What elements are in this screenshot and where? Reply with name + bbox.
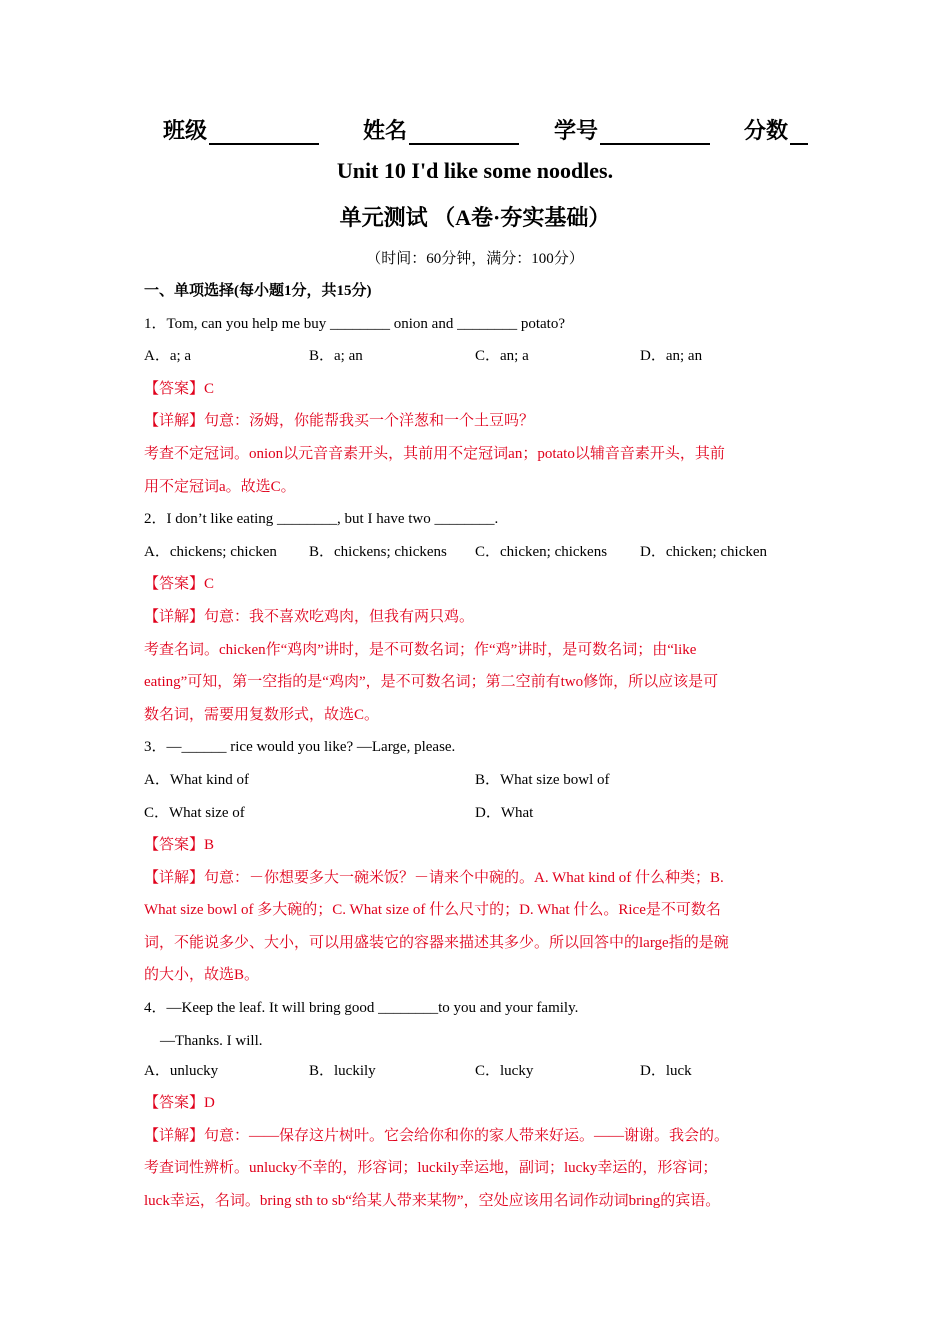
detail-line: 考查词性辨析。unlucky不幸的，形容词；luckily幸运地，副词；lucky幸运的，形容词； bbox=[144, 1160, 718, 1177]
answer-line: 【答案】C bbox=[144, 380, 215, 397]
id-blank bbox=[600, 119, 710, 145]
detail-line: 【详解】句意：——保存这片树叶。它会给你和你的家人带来好运。——谢谢。我会的。 bbox=[144, 1127, 730, 1144]
score-blank bbox=[790, 119, 808, 145]
detail-line: 【详解】句意：－你想要多大一碗米饭？－请来个中碗的。A. What kind of 什么种类；B. bbox=[144, 869, 724, 886]
question-stem: 2．I don’t like eating ________, but I have two ________. bbox=[144, 511, 499, 528]
detail-line: 词，不能说多少、大小，可以用盛装它的容器来描述其多少。所以回答中的large指的是碗 bbox=[144, 934, 729, 951]
option-row bbox=[144, 798, 814, 831]
score-label: 分数 bbox=[744, 118, 789, 143]
option-row bbox=[144, 341, 814, 374]
detail-line: What size bowl of 多大碗的；C. What size of 什么尺寸的；D. What 什么。Rice是不可数名 bbox=[144, 902, 721, 919]
question-list bbox=[144, 276, 814, 1219]
score-field bbox=[744, 114, 808, 145]
option-a: A．chickens; chicken bbox=[144, 543, 277, 560]
detail-line: luck幸运，名词。bring sth to sb“给某人带来某物”，空处应该用名词作动词bring的宾语。 bbox=[144, 1193, 721, 1210]
option-d: D．an; an bbox=[640, 348, 703, 365]
option-c: C．chicken; chickens bbox=[475, 543, 608, 560]
detail-line: 的大小，故选B。 bbox=[144, 967, 260, 984]
question-reply: —Thanks. I will. bbox=[160, 1032, 263, 1049]
option-b: B．chickens; chickens bbox=[309, 543, 447, 560]
name-field bbox=[363, 114, 519, 145]
detail-line: 数名词，需要用复数形式，故选C。 bbox=[144, 706, 380, 723]
option-row bbox=[144, 537, 814, 570]
header-fields bbox=[163, 114, 813, 146]
question-stem: 1．Tom, can you help me buy ________ onion and ________ potato? bbox=[144, 315, 565, 332]
option-row bbox=[144, 1056, 814, 1089]
option-c: C．What size of bbox=[144, 804, 245, 821]
answer-line: 【答案】D bbox=[144, 1095, 215, 1112]
name-label: 姓名 bbox=[363, 118, 408, 143]
unit-title: Unit 10 I'd like some noodles. bbox=[336, 158, 614, 183]
question-stem: 3．—______ rice would you like? —Large, please. bbox=[144, 739, 456, 756]
detail-line: 考查名词。chicken作“鸡肉”讲时，是不可数名词；作“鸡”讲时，是可数名词；由“like bbox=[144, 641, 697, 658]
detail-line: eating”可知，第一空指的是“鸡肉”，是不可数名词；第二空前有two修饰，所以应该是可 bbox=[144, 674, 719, 691]
class-label: 班级 bbox=[163, 118, 208, 143]
name-blank bbox=[409, 119, 519, 145]
option-b: B．What size bowl of bbox=[475, 771, 610, 788]
answer-line: 【答案】C bbox=[144, 576, 215, 593]
option-d: D．chicken; chicken bbox=[640, 543, 768, 560]
option-b: B．a; an bbox=[309, 348, 363, 365]
option-d: D．What bbox=[475, 804, 534, 821]
test-info: （时间：60分钟，满分：100分） bbox=[366, 251, 584, 267]
option-d: D．luck bbox=[640, 1062, 692, 1079]
class-field bbox=[163, 114, 319, 145]
option-b: B．luckily bbox=[309, 1062, 376, 1079]
option-row bbox=[144, 765, 814, 798]
answer-line: 【答案】B bbox=[144, 837, 215, 854]
option-c: C．lucky bbox=[475, 1062, 534, 1079]
detail-line: 用不定冠词a。故选C。 bbox=[144, 478, 296, 495]
option-a: A．a; a bbox=[144, 348, 192, 365]
detail-line: 【详解】句意：汤姆，你能帮我买一个洋葱和一个土豆吗？ bbox=[144, 413, 535, 430]
detail-line: 考查不定冠词。onion以元音音素开头，其前用不定冠词an；potato以辅音音素开头，其前 bbox=[144, 445, 725, 462]
option-a: A．What kind of bbox=[144, 771, 249, 788]
id-label: 学号 bbox=[554, 118, 599, 143]
detail-line: 【详解】句意：我不喜欢吃鸡肉，但我有两只鸡。 bbox=[144, 608, 475, 625]
id-field bbox=[554, 114, 710, 145]
option-c: C．an; a bbox=[475, 348, 529, 365]
test-subtitle: 单元测试 （A卷·夯实基础） bbox=[339, 205, 611, 230]
option-a: A．unlucky bbox=[144, 1062, 219, 1079]
class-blank bbox=[209, 119, 319, 145]
question-stem: 4．—Keep the leaf. It will bring good ________to you and your family. bbox=[144, 1000, 579, 1017]
section-heading: 一、单项选择(每小题1分，共15分) bbox=[144, 283, 372, 299]
